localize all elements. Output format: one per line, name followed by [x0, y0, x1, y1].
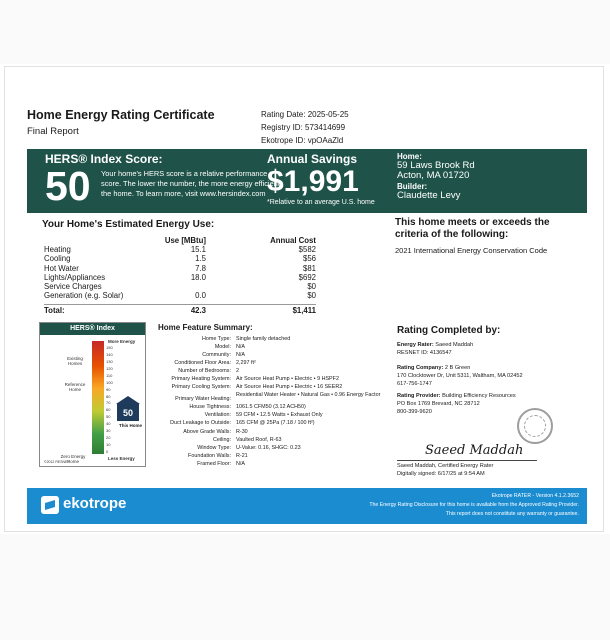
annual-savings-note: *Relative to an average U.S. home — [267, 199, 375, 206]
home-label: Home: — [397, 152, 422, 161]
more-energy-label: More Energy — [108, 339, 136, 344]
disclosure-note: The Energy Rating Disclosure for this home is available from the Approved Rating Provider. — [369, 502, 579, 508]
scale-tick-label: 100 — [106, 379, 113, 385]
scale-tick-label: 90 — [106, 386, 111, 392]
scale-tick-label: 40 — [106, 421, 111, 427]
scale-tick-label: 150 — [106, 345, 113, 350]
table-row: Generation (e.g. Solar) 0.0 $0 — [44, 291, 316, 301]
rating-date: Rating Date: 2025-05-25 — [261, 110, 349, 119]
table-row: Cooling 1.5 $56 — [44, 254, 316, 264]
hers-index-scale — [39, 322, 146, 467]
official-seal-icon — [517, 408, 553, 444]
feature-row: Ceiling: Vaulted Roof, R-63 — [213, 436, 282, 443]
scale-tick-label: 30 — [106, 428, 111, 434]
certificate-page — [4, 66, 604, 532]
scale-tick-label: 80 — [106, 393, 111, 399]
energy-use-table — [44, 236, 316, 315]
feature-row: Framed Floor: N/A — [197, 460, 245, 467]
rating-completed-heading: Rating Completed by: — [397, 325, 501, 336]
feature-row: Foundation Walls: R-21 — [188, 452, 248, 459]
builder-label: Builder: — [397, 182, 428, 191]
home-address-line1: 59 Laws Brook Rd — [397, 160, 475, 171]
signature-caption: Saeed Maddah, Certified Energy Rater — [397, 463, 494, 469]
zero-energy-home-label: Zero Energy Home — [60, 454, 86, 464]
feature-summary-list — [151, 335, 391, 468]
table-row: Hot Water 7.8 $81 — [44, 263, 316, 273]
company-phone: 617-756-1747 — [397, 381, 432, 387]
hers-description: Your home's HERS score is a relative performance score. The lower the number, the more energy efficient the home. To learn more, visit www.hersindex.com — [101, 169, 280, 198]
hers-color-scale — [92, 341, 104, 454]
scale-tick-label: 70 — [106, 400, 111, 406]
feature-row: Ventilation: 59 CFM • 12.5 Watts • Exhaust Only — [204, 412, 323, 419]
builder-name: Claudette Levy — [397, 190, 461, 201]
reference-home-label: Reference Home — [64, 382, 86, 392]
this-home-label: This Home — [119, 423, 143, 428]
feature-row: Number of Bedrooms: 2 — [178, 368, 239, 375]
criteria-heading-line1: This home meets or exceeds the — [395, 217, 550, 228]
provider-phone: 800-399-9620 — [397, 409, 432, 415]
total-row: Total: 42.3 $1,411 — [44, 306, 316, 316]
warranty-disclaimer: This report does not constitute any warranty or guarantee. — [445, 511, 579, 517]
feature-row: Primary Water Heating: Residential Water Heater • Natural Gas • 0.96 Energy Factor — [175, 392, 381, 403]
table-row: Heating 15.1 $582 — [44, 245, 316, 255]
certificate-title: Home Energy Rating Certificate — [27, 108, 215, 122]
feature-row: Home Type: Single family detached — [202, 336, 291, 342]
energy-use-header-row — [44, 236, 316, 245]
photo-background-top — [0, 0, 610, 64]
hers-score-label: HERS® Index Score: — [45, 152, 163, 166]
scale-tick-label: 130 — [106, 358, 113, 364]
existing-homes-label: Existing Homes — [67, 356, 83, 366]
cost-column-header: Annual Cost — [270, 236, 316, 245]
energy-rater: Energy Rater: Saeed Maddah — [397, 342, 474, 348]
photo-background-bottom — [0, 534, 610, 640]
rater-version: Ekotrope RATER - Version 4.1.2.3652 — [491, 493, 579, 499]
feature-row: Model: N/A — [214, 344, 245, 351]
ekotrope-logo-text: ekotrope — [63, 495, 127, 512]
scale-tick-label: 10 — [106, 442, 111, 448]
feature-row: Community: N/A — [202, 352, 245, 359]
annual-savings-label: Annual Savings — [267, 152, 358, 166]
provider-address: PO Box 1769 Brevard, NC 28712 — [397, 401, 480, 407]
scale-tick-label: 120 — [106, 365, 113, 371]
scale-tick-label: 50 — [106, 414, 111, 420]
scale-tick-label: 110 — [106, 372, 113, 378]
criteria-heading-line2: criteria of the following: — [395, 229, 509, 240]
table-row: Lights/Appliances 18.0 $692 — [44, 272, 316, 282]
feature-row: Above Grade Walls: R-30 — [183, 428, 248, 435]
signature-line — [397, 460, 537, 461]
feature-row: Duct Leakage to Outside: 165 CFM @ 25Pa (7.18 / 100 ft²) — [170, 420, 315, 427]
criteria-item: 2021 International Energy Conservation Code — [395, 246, 548, 255]
hers-score-value: 50 — [45, 163, 91, 209]
table-row: Service Charges $0 — [44, 281, 316, 291]
this-home-marker: 50 — [117, 403, 139, 421]
scale-footnote: ©2012 RESNET — [44, 460, 70, 464]
use-column-header: Use [MBtu] — [164, 236, 206, 245]
ekotrope-id: Ekotrope ID: vpOAaZld — [261, 136, 344, 145]
signed-date: Digitally signed: 6/17/25 at 9:54 AM — [397, 471, 485, 477]
feature-summary-heading: Home Feature Summary: — [158, 323, 253, 332]
annual-savings-value: $1,991 — [267, 165, 359, 198]
energy-use-heading: Your Home's Estimated Energy Use: — [42, 219, 215, 230]
feature-row: Conditioned Floor Area: 2,297 ft² — [174, 360, 256, 367]
registry-id: Registry ID: 573414699 — [261, 123, 346, 132]
scale-tick-label: 20 — [106, 435, 111, 441]
certificate-subtitle: Final Report — [27, 126, 79, 137]
company-address: 170 Clocktower Dr, Unit 5311, Waltham, MA 02452 — [397, 373, 523, 379]
hers-scale-title: HERS® Index — [40, 323, 145, 335]
feature-row: Window Type: U-Value: 0.16, SHGC: 0.23 — [197, 444, 301, 451]
less-energy-label: Less Energy — [108, 456, 135, 461]
home-address-line2: Acton, MA 01720 — [397, 170, 470, 181]
rating-company: Rating Company: 2 B Green — [397, 365, 471, 371]
summary-band — [27, 149, 587, 213]
scale-tick-label: 60 — [106, 407, 111, 413]
ekotrope-logo-icon — [41, 496, 59, 514]
scale-tick-label: 140 — [106, 351, 113, 357]
feature-row: Primary Heating System: Air Source Heat Pump • Electric • 9 HSPF2 — [171, 376, 339, 383]
feature-row: House Tightness: 1061.5 CFM50 (3.12 ACH50) — [189, 404, 306, 411]
feature-row: Primary Cooling System: Air Source Heat Pump • Electric • 16 SEER2 — [171, 384, 343, 391]
rater-signature: Saeed Maddah — [425, 443, 524, 458]
resnet-id: RESNET ID: 4136547 — [397, 350, 452, 356]
footer-bar — [27, 488, 587, 524]
scale-tick-label: 0 — [106, 449, 109, 454]
rating-provider: Rating Provider: Building Efficiency Resources — [397, 393, 516, 399]
